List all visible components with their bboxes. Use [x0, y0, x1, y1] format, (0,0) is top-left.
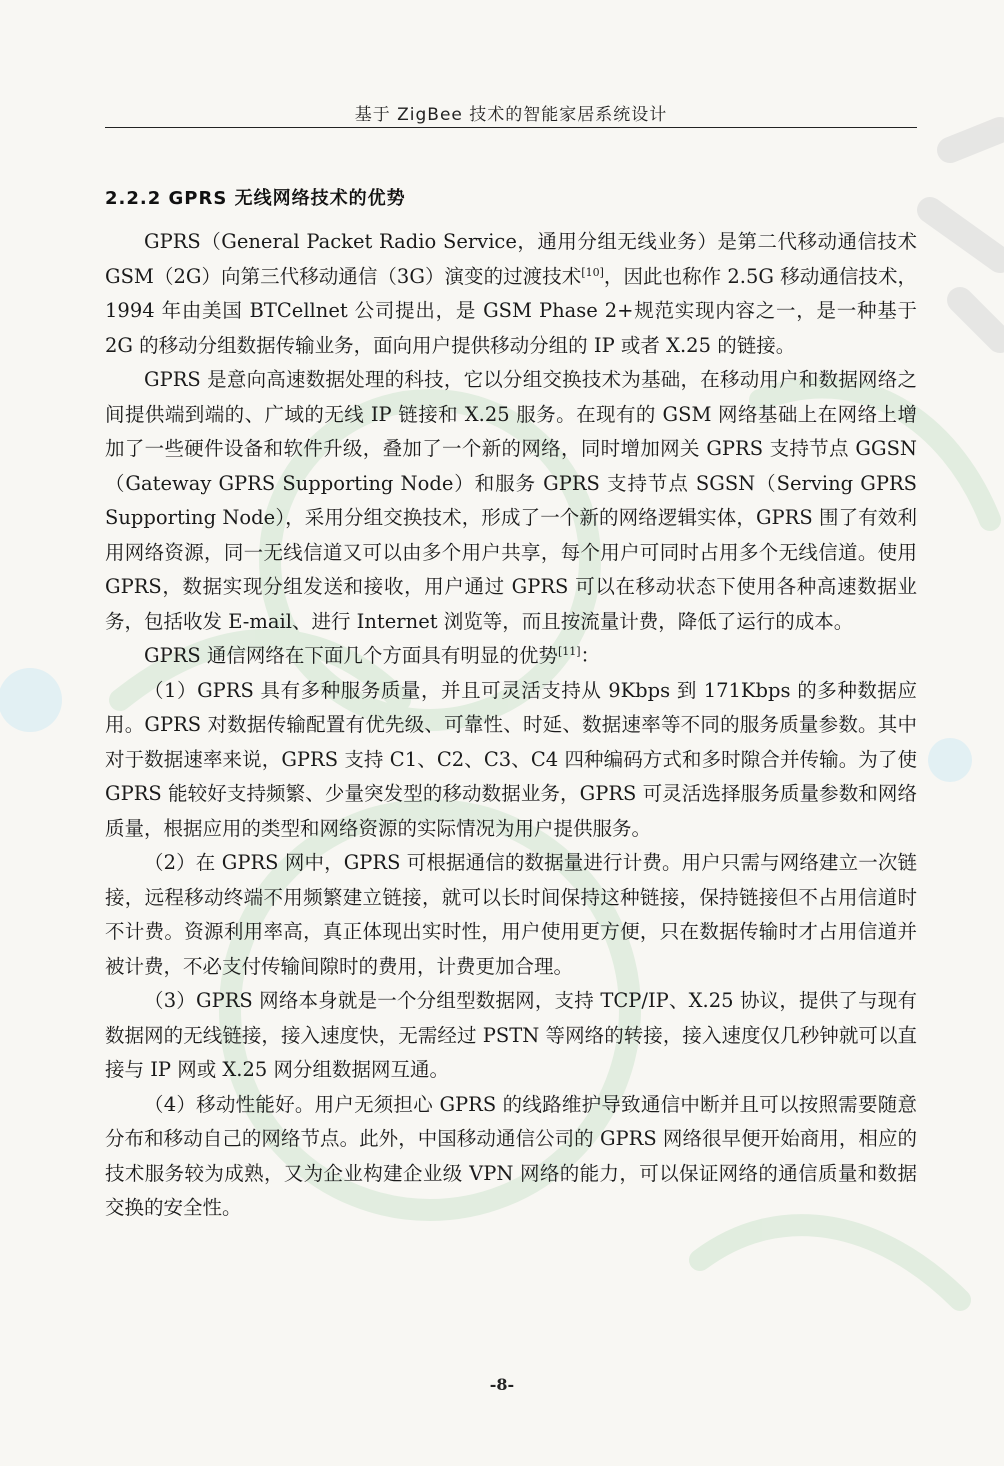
paragraph: （3）GPRS 网络本身就是一个分组型数据网，支持 TCP/IP、X.25 协议，提供了与现有数据网的无线链接，接入速度快，无需经过 PSTN 等网络的转接，接入速度仅几秒钟就可以直接与 IP 网或 X.25 网分组数据网互通。: [105, 989, 917, 1081]
citation-ref: [11]: [557, 645, 581, 658]
section-heading: 2.2.2 GPRS 无线网络技术的优势: [105, 188, 406, 209]
paragraph: GPRS 通信网络在下面几个方面具有明显的优势[11]：: [144, 644, 601, 667]
paragraph: （1）GPRS 具有多种服务质量，并且可灵活支持从 9Kbps 到 171Kbps 的多种数据应用。GPRS 对数据传输配置有优先级、可靠性、时延、数据速率等不同的服务质量参数。其中对于数据速率来说，GPRS 支持 C1、C2、C3、C4 四种编码方式和多时隙合并传输。为了使 GPRS 能较好支持频繁、少量突发型的移动数据业务，GPRS 可灵活选择服务质量参数和网络质量，根据应用的类型和网络资源的实际情况为用户提供服务。: [105, 678, 917, 840]
paragraph: （2）在 GPRS 网中，GPRS 可根据通信的数据量进行计费。用户只需与网络建立一次链接，远程移动终端不用频繁建立链接，就可以长时间保持这种链接，保持链接但不占用信道时不计费。资源利用率高，真正体现出实时性，用户使用更方便，只在数据传输时才占用信道并被计费，不必支付传输间隙时的费用，计费更加合理。: [105, 851, 917, 978]
running-header: 基于 ZigBee 技术的智能家居系统设计: [354, 105, 668, 125]
body-text: [105, 225, 917, 1226]
header-rule: [105, 127, 917, 128]
paragraph: （4）移动性能好。用户无须担心 GPRS 的线路维护导致通信中断并且可以按照需要随意分布和移动自己的网络节点。此外，中国移动通信公司的 GPRS 网络很早便开始商用，相应的技术服务较为成熟，又为企业构建企业级 VPN 网络的能力，可以保证网络的通信质量和数据交换的安全性。: [105, 1092, 917, 1219]
paragraph: GPRS（General Packet Radio Service，通用分组无线业务）是第二代移动通信技术 GSM（2G）向第三代移动通信（3G）演变的过渡技术[10]，因此也称作 2.5G 移动通信技术，1994 年由美国 BTCellnet 公司提出，是 GSM Phase 2+规范实现内容之一，是一种基于 2G 的移动分组数据传输业务，面向用户提供移动分组的 IP 或者 X.25 的链接。: [105, 230, 917, 357]
paragraph: GPRS 是意向高速数据处理的科技，它以分组交换技术为基础，在移动用户和数据网络之间提供端到端的、广域的无线 IP 链接和 X.25 服务。在现有的 GSM 网络基础上在网络上增加了一些硬件设备和软件升级，叠加了一个新的网络，同时增加网关 GPRS 支持节点 GGSN（Gateway GPRS Supporting Node）和服务 GPRS 支持节点 SGSN（Serving GPRS Supporting Node），采用分组交换技术，形成了一个新的网络逻辑实体，GPRS 围了有效利用网络资源，同一无线信道又可以由多个用户共享，每个用户可同时占用多个无线信道。使用 GPRS，数据实现分组发送和接收，用户通过 GPRS 可以在移动状态下使用各种高速数据业务，包括收发 E-mail、进行 Internet 浏览等，而且按流量计费，降低了运行的成本。: [105, 368, 917, 633]
page-number: -8-: [489, 1375, 515, 1394]
citation-ref: [10]: [581, 265, 604, 279]
